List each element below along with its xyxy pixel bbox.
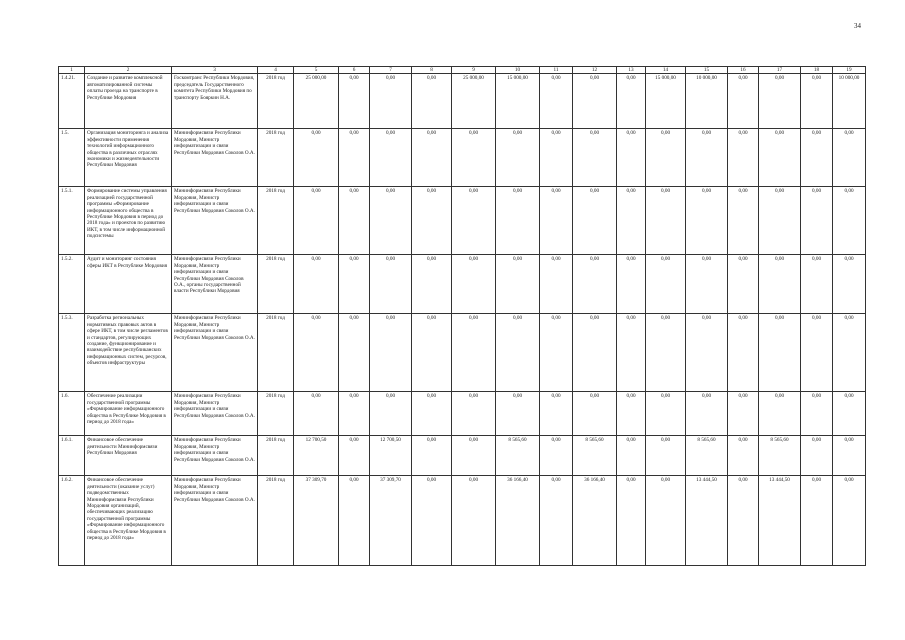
amount-cell: 0,00: [617, 392, 646, 436]
amount-cell: 0,00: [496, 314, 540, 392]
amount-cell: 0,00: [686, 187, 728, 255]
amount-cell: 0,00: [452, 476, 496, 566]
table-row: [59, 314, 866, 392]
amount-cell: 0,00: [339, 255, 370, 314]
deadline-cell: 2018 год: [258, 436, 294, 476]
amount-cell: 0,00: [646, 255, 686, 314]
amount-cell: 0,00: [646, 187, 686, 255]
amount-cell: 0,00: [339, 129, 370, 187]
amount-cell: 0,00: [339, 314, 370, 392]
amount-cell: 0,00: [759, 187, 801, 255]
amount-cell: 0,00: [646, 314, 686, 392]
column-number-header: 8: [412, 67, 452, 74]
amount-cell: 0,00: [294, 187, 339, 255]
amount-cell: 0,00: [686, 314, 728, 392]
amount-cell: 0,00: [412, 255, 452, 314]
amount-cell: 0,00: [686, 392, 728, 436]
amount-cell: 0,00: [370, 392, 412, 436]
item-number-cell: 1.6.1.: [59, 436, 85, 476]
amount-cell: 0,00: [496, 129, 540, 187]
amount-cell: 0,00: [617, 476, 646, 566]
column-number-header: 11: [540, 67, 573, 74]
amount-cell: 0,00: [496, 255, 540, 314]
activity-name-cell: Обеспечение реализации государственной программы «Формирование информационного общества в Республике Мордовия в период до 2018 года»: [85, 392, 172, 436]
table-row: [59, 129, 866, 187]
amount-cell: 36 166,40: [496, 476, 540, 566]
amount-cell: 0,00: [801, 436, 833, 476]
column-number-header: 5: [294, 67, 339, 74]
amount-cell: 8 565,60: [759, 436, 801, 476]
amount-cell: 0,00: [452, 187, 496, 255]
amount-cell: 12 700,50: [370, 436, 412, 476]
activity-name-cell: Организация мониторинга и анализа эффективности применения технологий информационного общества в различных отраслях экономики и жизнедеятельности Республики Мордовия: [85, 129, 172, 187]
table-row: [59, 392, 866, 436]
item-number-cell: 1.6.2.: [59, 476, 85, 566]
deadline-cell: 2018 год: [258, 392, 294, 436]
amount-cell: 0,00: [573, 314, 617, 392]
amount-cell: 0,00: [412, 314, 452, 392]
amount-cell: 0,00: [833, 476, 866, 566]
item-number-cell: 1.5.2.: [59, 255, 85, 314]
responsible-executor-cell: Мининформсвязи Республики Мордовия, Министр информатизации и связи Республики Мордовия Соколов О.А.: [172, 187, 258, 255]
amount-cell: 0,00: [339, 392, 370, 436]
amount-cell: 0,00: [617, 255, 646, 314]
amount-cell: 0,00: [759, 129, 801, 187]
column-number-header: 14: [646, 67, 686, 74]
responsible-executor-cell: Госкомтранс Республики Мордовия, председатель Государственного комитета Республики Мордовия по транспорту Бояркин Н.А.: [172, 74, 258, 129]
amount-cell: 0,00: [452, 436, 496, 476]
amount-cell: 15 000,00: [496, 74, 540, 129]
amount-cell: 0,00: [759, 392, 801, 436]
amount-cell: 0,00: [728, 314, 759, 392]
amount-cell: 0,00: [801, 314, 833, 392]
amount-cell: 0,00: [540, 314, 573, 392]
amount-cell: 0,00: [801, 255, 833, 314]
table-row: [59, 476, 866, 566]
amount-cell: 0,00: [370, 314, 412, 392]
amount-cell: 0,00: [370, 187, 412, 255]
activity-name-cell: Создание и развитие комплексной автоматизированной системы оплаты проезда на транспорте в Республике Мордовия: [85, 74, 172, 129]
amount-cell: 0,00: [412, 129, 452, 187]
amount-cell: 0,00: [833, 187, 866, 255]
amount-cell: 0,00: [833, 129, 866, 187]
responsible-executor-cell: Мининформсвязи Республики Мордовия, Министр информатизации и связи Республики Мордовия Соколов О.А.: [172, 392, 258, 436]
amount-cell: 0,00: [728, 436, 759, 476]
amount-cell: 13 444,50: [759, 476, 801, 566]
amount-cell: 0,00: [728, 255, 759, 314]
amount-cell: 0,00: [496, 187, 540, 255]
amount-cell: 0,00: [759, 255, 801, 314]
deadline-cell: 2018 год: [258, 476, 294, 566]
column-number-header: 18: [801, 67, 833, 74]
column-number-header: 9: [452, 67, 496, 74]
amount-cell: 0,00: [833, 314, 866, 392]
amount-cell: 37 309,70: [370, 476, 412, 566]
deadline-cell: 2018 год: [258, 74, 294, 129]
amount-cell: 0,00: [370, 74, 412, 129]
amount-cell: 0,00: [540, 255, 573, 314]
column-number-header: 19: [833, 67, 866, 74]
page-number: 34: [854, 22, 861, 30]
column-number-header: 2: [85, 67, 172, 74]
responsible-executor-cell: Мининформсвязи Республики Мордовия, Министр информатизации и связи Республики Мордовия Соколов О.А.: [172, 436, 258, 476]
amount-cell: 0,00: [646, 129, 686, 187]
column-number-header: 6: [339, 67, 370, 74]
amount-cell: 0,00: [452, 255, 496, 314]
amount-cell: 0,00: [294, 314, 339, 392]
responsible-executor-cell: Мининформсвязи Республики Мордовия, Министр информатизации и связи Республики Мордовия Соколов О.А.: [172, 476, 258, 566]
amount-cell: 0,00: [573, 129, 617, 187]
table-row: [59, 187, 866, 255]
amount-cell: 0,00: [540, 476, 573, 566]
amount-cell: 0,00: [686, 255, 728, 314]
column-number-header: 15: [686, 67, 728, 74]
amount-cell: 0,00: [833, 436, 866, 476]
amount-cell: 13 444,50: [686, 476, 728, 566]
amount-cell: 0,00: [573, 187, 617, 255]
amount-cell: 0,00: [370, 129, 412, 187]
amount-cell: 0,00: [646, 476, 686, 566]
column-number-header: 17: [759, 67, 801, 74]
amount-cell: 0,00: [617, 74, 646, 129]
deadline-cell: 2018 год: [258, 314, 294, 392]
amount-cell: 0,00: [540, 392, 573, 436]
column-number-header: 10: [496, 67, 540, 74]
deadline-cell: 2018 год: [258, 187, 294, 255]
amount-cell: 0,00: [728, 392, 759, 436]
activity-name-cell: Финансовое обеспечение деятельности Мининформсвязи Республики Мордовия: [85, 436, 172, 476]
amount-cell: 0,00: [370, 255, 412, 314]
amount-cell: 0,00: [540, 187, 573, 255]
activity-name-cell: Разработка региональных нормативных правовых актов в сфере ИКТ, в том числе регламентов и стандартов, регулирующих создание, функционирование и взаимодействие республиканских информационных систем, ресурсов, объектов инфраструктуры: [85, 314, 172, 392]
amount-cell: 0,00: [452, 129, 496, 187]
amount-cell: 36 166,40: [573, 476, 617, 566]
column-number-header: 13: [617, 67, 646, 74]
amount-cell: 0,00: [801, 187, 833, 255]
amount-cell: 0,00: [728, 476, 759, 566]
amount-cell: 8 565,60: [686, 436, 728, 476]
column-number-row: [59, 67, 866, 74]
item-number-cell: 1.6.: [59, 392, 85, 436]
amount-cell: 0,00: [540, 436, 573, 476]
amount-cell: 8 565,60: [496, 436, 540, 476]
amount-cell: 0,00: [412, 476, 452, 566]
amount-cell: 0,00: [412, 436, 452, 476]
activity-name-cell: Финансовое обеспечение деятельности (оказание услуг) подведомственных Мининформсвязи Республики Мордовия организаций, обеспечивающих реализацию государственной программы «Формирование информационного общества в Республике Мордовия в период до 2018 года»: [85, 476, 172, 566]
amount-cell: 10 000,00: [833, 74, 866, 129]
amount-cell: 0,00: [573, 392, 617, 436]
responsible-executor-cell: Мининформсвязи Республики Мордовия, Министр информатизации и связи Республики Мордовия Соколов О.А.: [172, 129, 258, 187]
amount-cell: 0,00: [728, 187, 759, 255]
amount-cell: 0,00: [339, 187, 370, 255]
table-row: [59, 255, 866, 314]
amount-cell: 0,00: [759, 74, 801, 129]
column-number-header: 12: [573, 67, 617, 74]
column-number-header: 1: [59, 67, 85, 74]
table-body: [59, 74, 866, 566]
amount-cell: 25 000,00: [452, 74, 496, 129]
amount-cell: 0,00: [294, 392, 339, 436]
responsible-executor-cell: Мининформсвязи Республики Мордовия, Министр информатизации и связи Республики Мордовия Соколов О.А.: [172, 314, 258, 392]
amount-cell: 0,00: [617, 436, 646, 476]
amount-cell: 0,00: [339, 74, 370, 129]
amount-cell: 10 000,00: [686, 74, 728, 129]
amount-cell: 0,00: [540, 74, 573, 129]
amount-cell: 0,00: [452, 392, 496, 436]
amount-cell: 0,00: [294, 255, 339, 314]
column-number-header: 7: [370, 67, 412, 74]
program-report-table: [58, 66, 866, 566]
amount-cell: 0,00: [573, 255, 617, 314]
column-number-header: 3: [172, 67, 258, 74]
amount-cell: 0,00: [339, 436, 370, 476]
amount-cell: 0,00: [801, 476, 833, 566]
amount-cell: 0,00: [617, 314, 646, 392]
amount-cell: 0,00: [646, 436, 686, 476]
amount-cell: 0,00: [801, 392, 833, 436]
item-number-cell: 1.5.: [59, 129, 85, 187]
deadline-cell: 2018 год: [258, 255, 294, 314]
amount-cell: 0,00: [646, 392, 686, 436]
amount-cell: 0,00: [573, 74, 617, 129]
table-row: [59, 74, 866, 129]
responsible-executor-cell: Мининформсвязи Республики Мордовия, Министр информатизации и связи Республики Мордовия Соколов О.А., органы государственной власти Республики Мордовия: [172, 255, 258, 314]
amount-cell: 0,00: [759, 314, 801, 392]
amount-cell: 15 000,00: [646, 74, 686, 129]
amount-cell: 0,00: [728, 129, 759, 187]
amount-cell: 0,00: [496, 392, 540, 436]
item-number-cell: 1.5.1.: [59, 187, 85, 255]
column-number-header: 4: [258, 67, 294, 74]
amount-cell: 37 309,70: [294, 476, 339, 566]
amount-cell: 12 700,50: [294, 436, 339, 476]
amount-cell: 0,00: [412, 392, 452, 436]
item-number-cell: 1.4.21.: [59, 74, 85, 129]
amount-cell: 0,00: [801, 129, 833, 187]
amount-cell: 0,00: [412, 74, 452, 129]
deadline-cell: 2018 год: [258, 129, 294, 187]
amount-cell: 0,00: [833, 392, 866, 436]
amount-cell: 25 000,00: [294, 74, 339, 129]
table-row: [59, 436, 866, 476]
amount-cell: 0,00: [801, 74, 833, 129]
amount-cell: 0,00: [686, 129, 728, 187]
amount-cell: 0,00: [294, 129, 339, 187]
amount-cell: 0,00: [833, 255, 866, 314]
activity-name-cell: Аудит и мониторинг состояния сферы ИКТ в Республике Мордовия: [85, 255, 172, 314]
amount-cell: 0,00: [617, 187, 646, 255]
amount-cell: 8 565,60: [573, 436, 617, 476]
amount-cell: 0,00: [452, 314, 496, 392]
amount-cell: 0,00: [339, 476, 370, 566]
item-number-cell: 1.5.3.: [59, 314, 85, 392]
amount-cell: 0,00: [412, 187, 452, 255]
column-number-header: 16: [728, 67, 759, 74]
activity-name-cell: Формирование системы управления реализацией государственной программы «Формирование информационного общества в Республике Мордовия в период до 2018 года» и проектов по развитию ИКТ, в том числе информационной подсистемы: [85, 187, 172, 255]
amount-cell: 0,00: [728, 74, 759, 129]
amount-cell: 0,00: [540, 129, 573, 187]
amount-cell: 0,00: [617, 129, 646, 187]
